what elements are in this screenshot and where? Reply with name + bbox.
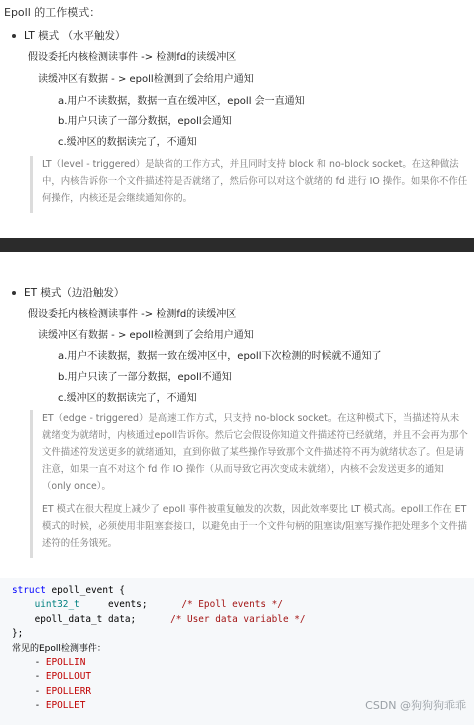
code-comment: /* Epoll events */ <box>181 599 283 611</box>
lt-quote-text: LT（level - triggered）是缺省的工作方式，并且同时支持 block 和 no-block socket。在这种做法中，内核告诉你一个文件描述符是否就绪了，然后你可以对这个就绪的 fd 进行 IO 操作。如果你不作任何操作，内核还是会继续通知你的。 <box>42 159 468 204</box>
code-line-4 <box>12 627 474 641</box>
code-line-2 <box>12 598 474 612</box>
et-bullet <box>12 285 124 300</box>
code-field: events; <box>79 599 148 611</box>
code-keyword: struct <box>12 585 46 596</box>
et-line-b: b.用户只读了一部分数据，epoll不通知 <box>58 372 232 383</box>
code-struct-name: epoll_event { <box>45 585 125 596</box>
code-line-9: - EPOLLET <box>34 700 86 712</box>
et-quote-text-2: ET 模式在很大程度上减少了 epoll 事件被重复触发的次数，因此效率要比 LT 模式高。epoll工作在 ET 模式的时候，必须使用非阻塞套接口，以避免由于一个文件句柄的阻塞读/阻塞写操作把处理多个文件描述符的任务饿死。 <box>42 504 468 549</box>
page-title: Epoll 的工作模式： <box>4 6 101 19</box>
lt-line-a: a.用户不读数据，数据一直在缓冲区，epoll 会一直通知 <box>58 96 305 107</box>
lt-bullet-label: LT 模式 （水平触发） <box>24 30 126 42</box>
code-note: 常见的Epoll检测事件： <box>12 643 106 654</box>
et-line-c: c.缓冲区的数据读完了，不通知 <box>58 393 197 404</box>
event-macro: EPOLLET <box>45 700 86 712</box>
bullet-dot-icon <box>12 291 16 295</box>
et-quote-text-1: ET（edge - triggered）是高速工作方式，只支持 no-block socket。在这种模式下，当描述符从未就绪变为就绪时，内核通过epoll告诉你。然后它会假设你知道文件描述符已经就绪，并且不会再为那个文件描述符发送更多的就绪通知，直到你做了某些操作导致那个文件描述符不再为就绪状态了。但是请注意，如果一直不对这个 fd 作 IO 操作（从而导致它再次变成未就绪），内核不会发送更多的通知（only once）。 <box>42 413 468 492</box>
lt-line-1: 假设委托内核检测读事件 -> 检测fd的读缓冲区 <box>28 52 237 63</box>
code-line-8: - EPOLLERR <box>34 685 92 697</box>
et-bullet-label: ET 模式（边沿触发） <box>24 287 125 299</box>
bullet-dot-icon <box>12 34 16 38</box>
event-macro: EPOLLERR <box>45 685 92 697</box>
lt-line-2: 读缓冲区有数据 - > epoll检测到了会给用户通知 <box>38 74 254 85</box>
event-macro: EPOLLIN <box>45 656 86 668</box>
code-line-3 <box>12 613 474 627</box>
lt-line-b: b.用户只读了一部分数据，epoll会通知 <box>58 116 232 127</box>
lt-line-c: c.缓冲区的数据读完了，不通知 <box>58 137 197 148</box>
lt-blockquote <box>30 156 468 213</box>
code-line-5 <box>12 642 474 656</box>
code-field: epoll_data_t data; <box>34 613 137 625</box>
section-divider <box>0 238 474 252</box>
code-line-7: - EPOLLOUT <box>34 671 92 683</box>
et-blockquote <box>30 410 468 558</box>
lt-bullet <box>12 28 126 43</box>
et-line-1: 假设委托内核检测读事件 -> 检测fd的读缓冲区 <box>28 309 237 320</box>
watermark: CSDN @狗狗狗乖乖 <box>365 699 466 712</box>
code-line-1 <box>12 584 474 598</box>
code-type: uint32_t <box>34 599 80 611</box>
et-line-a: a.用户不读数据，数据一致在缓冲区中，epoll下次检测的时候就不通知了 <box>58 351 382 362</box>
code-comment: /* User data variable */ <box>170 613 306 625</box>
event-macro: EPOLLOUT <box>45 671 92 683</box>
code-line-6: - EPOLLIN <box>34 656 86 668</box>
code-close-brace: }; <box>12 628 24 640</box>
et-line-2: 读缓冲区有数据 - > epoll检测到了会给用户通知 <box>38 330 254 341</box>
